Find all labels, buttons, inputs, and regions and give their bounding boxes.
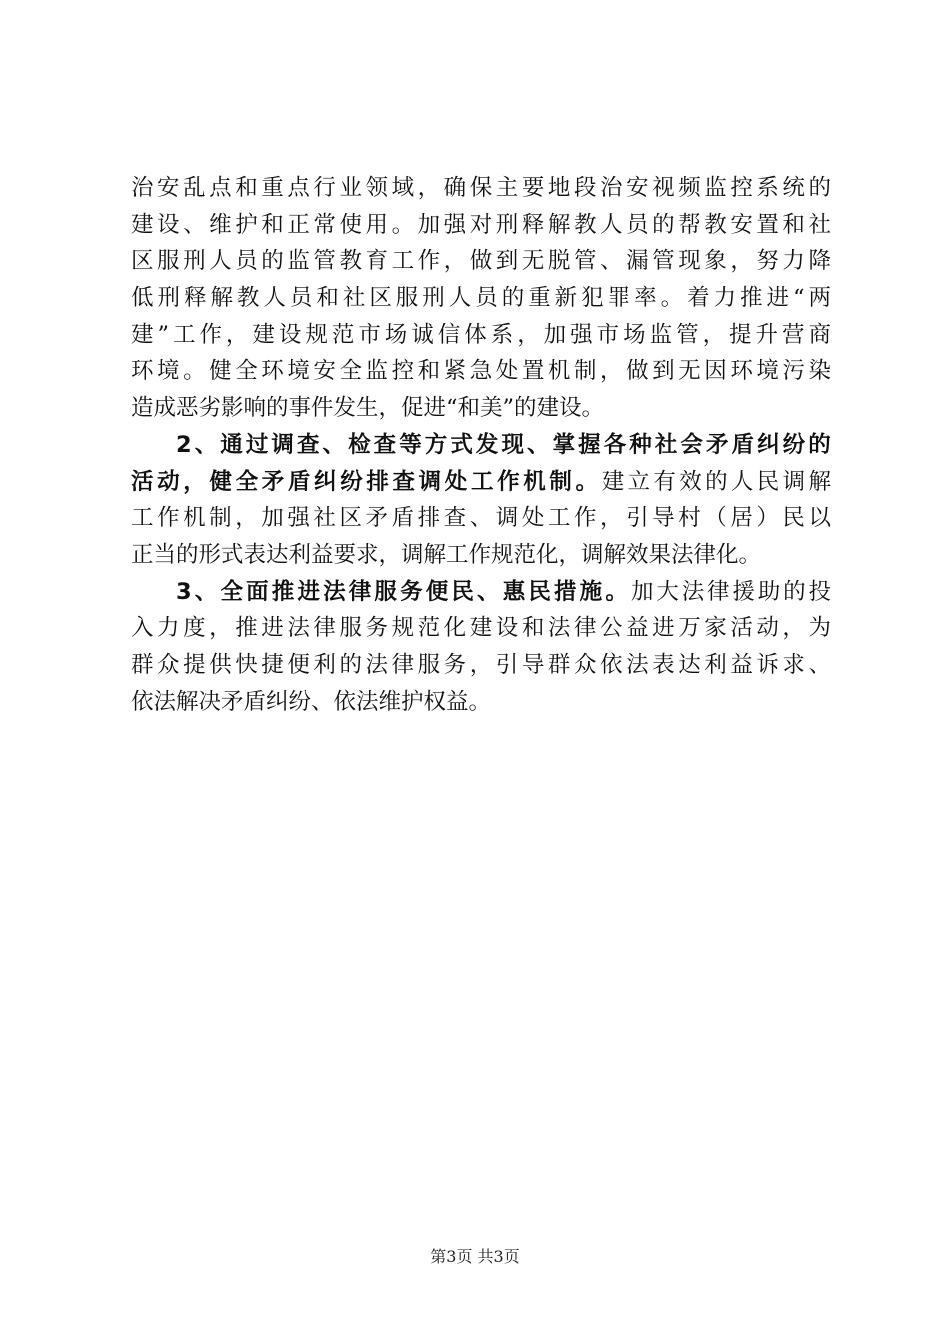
paragraph-1-line-5: 建”工作，建设规范市场诚信体系，加强市场监管，提升营商 <box>131 321 831 348</box>
paragraph-3-line-1 <box>131 574 831 611</box>
paragraph-2-line-4: 正当的形式表达利益要求，调解工作规范化，调解效果法律化。 <box>131 541 762 568</box>
page-number-footer: 第3页 共3页 <box>430 1247 520 1266</box>
paragraph-3-line-4: 依法解决矛盾纠纷、依法维护权益。 <box>131 688 492 715</box>
paragraph-3-text-start: 加大法律援助的投 <box>630 578 831 605</box>
paragraph-2-line-3: 工作机制，加强社区矛盾排查、调处工作，引导村（居）民以 <box>131 505 831 532</box>
paragraph-1-line-2: 建设、维护和正常使用。加强对刑释解教人员的帮教安置和社 <box>131 211 831 238</box>
paragraph-3-heading: 3、全面推进法律服务便民、惠民措施。 <box>176 578 631 605</box>
paragraph-2-heading-part-2: 活动，健全矛盾纠纷排查调处工作机制。 <box>131 468 602 495</box>
paragraph-1-line-4: 低刑释解教人员和社区服刑人员的重新犯罪率。着力推进“两 <box>131 285 831 312</box>
paragraph-1-line-1: 治安乱点和重点行业领域，确保主要地段治安视频监控系统的 <box>131 175 831 201</box>
paragraph-3-line-3: 群众提供快捷便利的法律服务，引导群众依法表达利益诉求、 <box>131 651 831 678</box>
paragraph-2-line-2 <box>131 464 831 501</box>
document-body <box>131 170 831 720</box>
paragraph-2-text-start: 建立有效的人民调解 <box>601 468 831 495</box>
paragraph-3-line-2: 入力度，推进法律服务规范化建设和法律公益进万家活动，为 <box>131 615 831 642</box>
paragraph-1-line-7: 造成恶劣影响的事件发生，促进“和美”的建设。 <box>131 395 605 422</box>
paragraph-1-line-6: 环境。健全环境安全监控和紧急处置机制，做到无因环境污染 <box>131 358 831 385</box>
paragraph-2-line-1 <box>131 427 831 464</box>
paragraph-1-line-3: 区服刑人员的监管教育工作，做到无脱管、漏管现象，努力降 <box>131 248 831 275</box>
paragraph-2-heading-part-1: 2、通过调查、检查等方式发现、掌握各种社会矛盾纠纷的 <box>176 431 831 458</box>
